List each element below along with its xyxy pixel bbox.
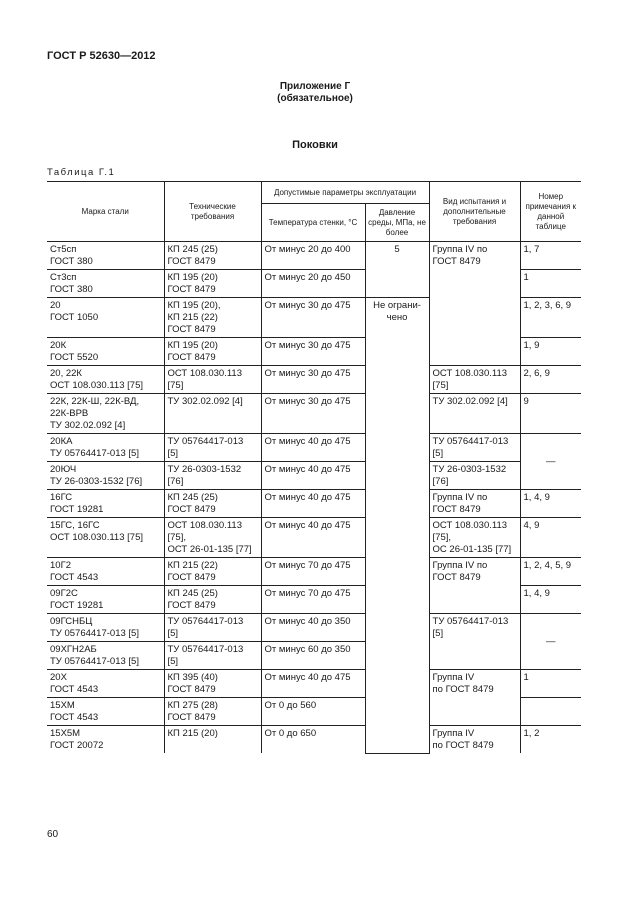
cell-note-number: 1, 2 [520, 726, 581, 754]
cell-line: КП 245 (25) [167, 492, 218, 503]
cell-test-type [429, 366, 520, 394]
cell-line: [5] [432, 448, 444, 459]
cell-tech-requirements [164, 726, 261, 754]
cell-line: 09Г2С [50, 588, 78, 599]
cell-temperature: От минус 60 до 350 [261, 642, 365, 670]
cell-tech-requirements [164, 434, 261, 462]
cell-line: ТУ 26-0303-1532 [76] [50, 476, 143, 487]
cell-line: 09ГСНБЦ [50, 616, 93, 627]
cell-test-type [429, 614, 520, 670]
cell-line: ГОСТ 380 [50, 256, 93, 267]
cell-temperature: От минус 30 до 475 [261, 338, 365, 366]
forgings-table [47, 181, 581, 754]
cell-line: [75] [167, 380, 184, 391]
cell-line: 20 [50, 300, 61, 311]
cell-temperature: От минус 40 до 475 [261, 518, 365, 558]
cell-line: ГОСТ 19281 [50, 600, 104, 611]
document-id: ГОСТ Р 52630—2012 [47, 50, 156, 62]
header-temperature: Температура стенки, °С [261, 204, 365, 242]
cell-line: ОСТ 108.030.113 [75] [50, 380, 143, 391]
cell-test-type [429, 462, 520, 490]
cell-note-number: 4, 9 [520, 518, 581, 558]
cell-line: Ст3сп [50, 272, 77, 283]
section-title: Поковки [292, 139, 338, 151]
cell-tech-requirements [164, 558, 261, 586]
cell-tech-requirements [164, 670, 261, 698]
table-label: Таблица Г.1 [47, 167, 116, 178]
cell-line: КП 245 (25) [167, 588, 218, 599]
cell-test-type [429, 242, 520, 366]
cell-line: 20Х [50, 672, 67, 683]
cell-steel-grade [47, 698, 164, 726]
cell-note-number [520, 698, 581, 726]
table-row [47, 366, 581, 394]
cell-line: ГОСТ 8479 [167, 324, 216, 335]
cell-line: Ст5сп [50, 244, 77, 255]
cell-line: 16ГС [50, 492, 73, 503]
cell-line: ТУ 05764417-013 [5] [50, 448, 139, 459]
cell-line: ГОСТ 8479 [167, 572, 216, 583]
table-row [47, 518, 581, 558]
cell-temperature: От 0 до 560 [261, 698, 365, 726]
cell-note-number: 1, 9 [520, 338, 581, 366]
cell-line: ОС 26-01-135 [77] [432, 544, 512, 555]
cell-line: ГОСТ 1050 [50, 312, 99, 323]
cell-line: ОСТ 108.030.113 [432, 368, 508, 379]
cell-steel-grade [47, 242, 164, 270]
cell-line: 22К, 22К-Ш, 22К-ВД, [50, 396, 140, 407]
cell-line: Группа IV по [432, 492, 488, 503]
cell-line: [76] [432, 476, 449, 487]
cell-line: 20, 22К [50, 368, 82, 379]
cell-tech-requirements [164, 614, 261, 642]
cell-steel-grade [47, 270, 164, 298]
cell-steel-grade [47, 586, 164, 614]
page-number: 60 [47, 829, 59, 840]
cell-line: [5] [167, 448, 179, 459]
cell-tech-requirements [164, 698, 261, 726]
cell-steel-grade [47, 558, 164, 586]
cell-note-number: 1, 2, 4, 5, 9 [520, 558, 581, 586]
cell-pressure [365, 298, 429, 754]
cell-steel-grade [47, 642, 164, 670]
cell-line: ТУ 302.02.092 [4] [50, 420, 126, 431]
cell-line: ТУ 05764417-013 [5] [50, 656, 139, 667]
header-tech-requirements: Технические требования [164, 182, 261, 242]
cell-line: ГОСТ 8479 [167, 352, 216, 363]
cell-line: КП 195 (20) [167, 340, 218, 351]
cell-line: 22К-ВРВ [50, 408, 89, 419]
cell-line: ОСТ 108.030.113 [167, 368, 243, 379]
cell-tech-requirements [164, 270, 261, 298]
cell-line: чено [386, 312, 408, 323]
cell-line: ТУ 302.02.092 [4] [167, 396, 243, 407]
appendix-title: Приложение Г [279, 81, 351, 92]
cell-line: КП 195 (20), [167, 300, 221, 311]
cell-line: 20К [50, 340, 67, 351]
cell-line: ОСТ 108.030.113 [75] [50, 532, 143, 543]
cell-line: КП 215 (22) [167, 312, 218, 323]
cell-line: ТУ 26-0303-1532 [432, 464, 507, 475]
header-operating-params: Допустимые параметры эксплуатации [261, 182, 429, 204]
cell-steel-grade [47, 670, 164, 698]
cell-temperature: От минус 40 до 475 [261, 490, 365, 518]
cell-line: ОСТ 108.030.113 [432, 520, 508, 531]
cell-temperature: От минус 30 до 475 [261, 366, 365, 394]
cell-line: Группа IV по [432, 560, 488, 571]
cell-line: [75], [432, 532, 452, 543]
cell-note-number: 1, 4, 9 [520, 586, 581, 614]
cell-line: ТУ 05764417-013 [432, 436, 509, 447]
cell-line: КП 215 (22) [167, 560, 218, 571]
cell-tech-requirements [164, 366, 261, 394]
cell-test-type [429, 518, 520, 558]
cell-line: ГОСТ 4543 [50, 572, 99, 583]
cell-note-number: 1 [520, 670, 581, 698]
cell-test-type [429, 394, 520, 434]
cell-tech-requirements [164, 518, 261, 558]
table-row [47, 434, 581, 462]
cell-steel-grade [47, 726, 164, 754]
cell-line: ОСТ 108.030.113 [167, 520, 243, 531]
cell-test-type [429, 670, 520, 726]
cell-line: [75], [167, 532, 186, 543]
cell-tech-requirements [164, 462, 261, 490]
cell-tech-requirements [164, 586, 261, 614]
cell-steel-grade [47, 434, 164, 462]
cell-tech-requirements [164, 394, 261, 434]
cell-test-type [429, 726, 520, 754]
cell-line: ТУ 302.02.092 [4] [432, 396, 508, 407]
cell-tech-requirements [164, 490, 261, 518]
cell-temperature: От минус 30 до 475 [261, 298, 365, 338]
cell-note-number: 1 [520, 270, 581, 298]
table-row [47, 726, 581, 754]
cell-pressure: 5 [365, 242, 429, 298]
cell-line: ТУ 05764417-013 [167, 644, 244, 655]
table-row [47, 394, 581, 434]
cell-line: ГОСТ 8479 [432, 572, 481, 583]
cell-line: ГОСТ 19281 [50, 504, 104, 515]
cell-line: [76] [167, 476, 184, 487]
cell-steel-grade [47, 366, 164, 394]
cell-line: ТУ 26-0303-1532 [167, 464, 242, 475]
table-row [47, 614, 581, 642]
cell-note-number: — [520, 434, 581, 490]
cell-line: ГОСТ 8479 [167, 256, 216, 267]
cell-temperature: От минус 70 до 475 [261, 586, 365, 614]
cell-line: ОСТ 26-01-135 [77] [167, 544, 252, 555]
cell-temperature: От минус 40 до 475 [261, 462, 365, 490]
cell-line: Группа IV [432, 672, 475, 683]
cell-line: ГОСТ 8479 [167, 284, 216, 295]
cell-steel-grade [47, 394, 164, 434]
cell-note-number: 1, 7 [520, 242, 581, 270]
cell-note-number: 2, 6, 9 [520, 366, 581, 394]
cell-temperature: От минус 40 до 475 [261, 434, 365, 462]
cell-line: ГОСТ 8479 [432, 504, 481, 515]
cell-line: КП 245 (25) [167, 244, 218, 255]
cell-steel-grade [47, 338, 164, 366]
cell-line: ГОСТ 5520 [50, 352, 99, 363]
cell-line: ГОСТ 8479 [167, 684, 216, 695]
cell-line: [5] [432, 628, 444, 639]
cell-line: ГОСТ 8479 [167, 504, 216, 515]
cell-steel-grade [47, 614, 164, 642]
header-note-number: Номер примечания к данной таблице [520, 182, 581, 242]
cell-steel-grade [47, 490, 164, 518]
cell-steel-grade [47, 518, 164, 558]
cell-line: ГОСТ 8479 [167, 712, 216, 723]
cell-line: КП 215 (20) [167, 728, 218, 739]
cell-line: КП 275 (28) [167, 700, 218, 711]
cell-line: 20ЮЧ [50, 464, 77, 475]
table-row [47, 558, 581, 586]
cell-line: ТУ 05764417-013 [5] [50, 628, 139, 639]
cell-temperature: От 0 до 650 [261, 726, 365, 754]
cell-line: 20КА [50, 436, 73, 447]
cell-temperature: От минус 40 до 475 [261, 670, 365, 698]
cell-line: [75] [432, 380, 449, 391]
cell-line: ГОСТ 4543 [50, 684, 99, 695]
cell-line: КП 395 (40) [167, 672, 218, 683]
cell-line: ГОСТ 4543 [50, 712, 99, 723]
cell-line: ТУ 05764417-013 [432, 616, 509, 627]
cell-line: по ГОСТ 8479 [432, 740, 494, 751]
cell-temperature: От минус 20 до 400 [261, 242, 365, 270]
header-test-type: Вид испытания и дополнительные требования [429, 182, 520, 242]
cell-line: 10Г2 [50, 560, 71, 571]
cell-line: ГОСТ 380 [50, 284, 93, 295]
cell-line: Группа IV по [432, 244, 488, 255]
cell-line: ТУ 05764417-013 [167, 436, 244, 447]
cell-tech-requirements [164, 642, 261, 670]
cell-line: КП 195 (20) [167, 272, 218, 283]
cell-line: 15Х5М [50, 728, 81, 739]
cell-steel-grade [47, 462, 164, 490]
cell-steel-grade [47, 298, 164, 338]
table-row [47, 462, 581, 490]
cell-line: Не ограни- [373, 300, 421, 311]
cell-note-number: — [520, 614, 581, 670]
header-steel-grade: Марка стали [47, 182, 164, 242]
cell-note-number: 9 [520, 394, 581, 434]
cell-temperature: От минус 40 до 350 [261, 614, 365, 642]
cell-line: 09ХГН2АБ [50, 644, 97, 655]
cell-line: Группа IV [432, 728, 475, 739]
table-row [47, 490, 581, 518]
cell-line: ГОСТ 8479 [432, 256, 481, 267]
cell-test-type [429, 558, 520, 614]
table-row [47, 670, 581, 698]
cell-line: ГОСТ 8479 [167, 600, 216, 611]
cell-line: 15ХМ [50, 700, 75, 711]
cell-line: [5] [167, 628, 179, 639]
cell-tech-requirements [164, 298, 261, 338]
table-row [47, 242, 581, 270]
cell-temperature: От минус 70 до 475 [261, 558, 365, 586]
appendix-subtitle: (обязательное) [277, 93, 353, 104]
cell-line: 15ГС, 16ГС [50, 520, 100, 531]
cell-tech-requirements [164, 338, 261, 366]
cell-line: ГОСТ 20072 [50, 740, 104, 751]
cell-line: ТУ 05764417-013 [167, 616, 244, 627]
cell-test-type [429, 434, 520, 462]
cell-line: по ГОСТ 8479 [432, 684, 494, 695]
cell-note-number: 1, 2, 3, 6, 9 [520, 298, 581, 338]
cell-test-type [429, 490, 520, 518]
cell-tech-requirements [164, 242, 261, 270]
cell-line: [5] [167, 656, 179, 667]
cell-temperature: От минус 30 до 475 [261, 394, 365, 434]
header-pressure: Давление среды, МПа, не более [365, 204, 429, 242]
cell-temperature: От минус 20 до 450 [261, 270, 365, 298]
cell-note-number: 1, 4, 9 [520, 490, 581, 518]
